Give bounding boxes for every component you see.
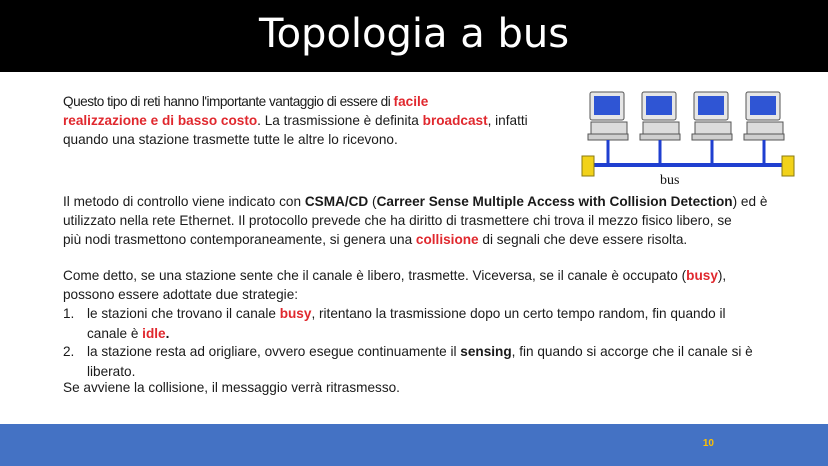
strategies-line-1: Come detto, se una stazione sente che il canale è libero, trasmette. Viceversa, se il canale è occupato (busy),	[63, 268, 727, 283]
footer-bar	[0, 424, 828, 466]
bus-terminator	[582, 156, 594, 176]
strategies-closing: Se avviene la collisione, il messaggio verrà ritrasmesso.	[63, 380, 400, 395]
strategies-line-2: possono essere adottate due strategie:	[63, 287, 299, 302]
intro-line-2: realizzazione e di basso costo. La trasmissione è definita broadcast, infatti	[63, 113, 528, 128]
page-number: 10	[702, 438, 714, 449]
strategy-item-1: 1. le stazioni che trovano il canale busy, ritentano la trasmissione dopo un certo tempo random, fin quando il canale è idle.	[63, 306, 726, 341]
strategy-item-2: 2. la stazione resta ad origliare, ovvero esegue continuamente il sensing, fin quando si accorge che il canale si è liberato.	[63, 344, 753, 379]
computer-icon	[744, 92, 784, 140]
computer-icon	[692, 92, 732, 140]
intro-line-3: quando una stazione trasmette tutte le altre lo ricevono.	[63, 132, 398, 147]
csma-line-2: utilizzato nella rete Ethernet. Il protocollo prevede che ha diritto di trasmettere chi trova il mezzo fisico libero, se	[63, 213, 732, 228]
csma-line-1: Il metodo di controllo viene indicato con CSMA/CD (Carreer Sense Multiple Access with Collision Detection) ed è	[63, 194, 768, 209]
computer-icon	[588, 92, 628, 140]
intro-line-1: Questo tipo di reti hanno l'importante vantaggio di essere di facile	[63, 94, 429, 109]
bus-drop-lines	[608, 140, 764, 164]
slide-title: Topologia a bus	[258, 11, 570, 57]
title-bar	[0, 0, 828, 72]
bus-label: bus	[660, 173, 680, 188]
computer-icon	[640, 92, 680, 140]
bus-topology-diagram	[578, 88, 800, 188]
csma-line-3: più nodi trasmettono contemporaneamente, si genera una collisione di segnali che deve essere risolta.	[63, 232, 688, 247]
bus-terminator	[782, 156, 794, 176]
